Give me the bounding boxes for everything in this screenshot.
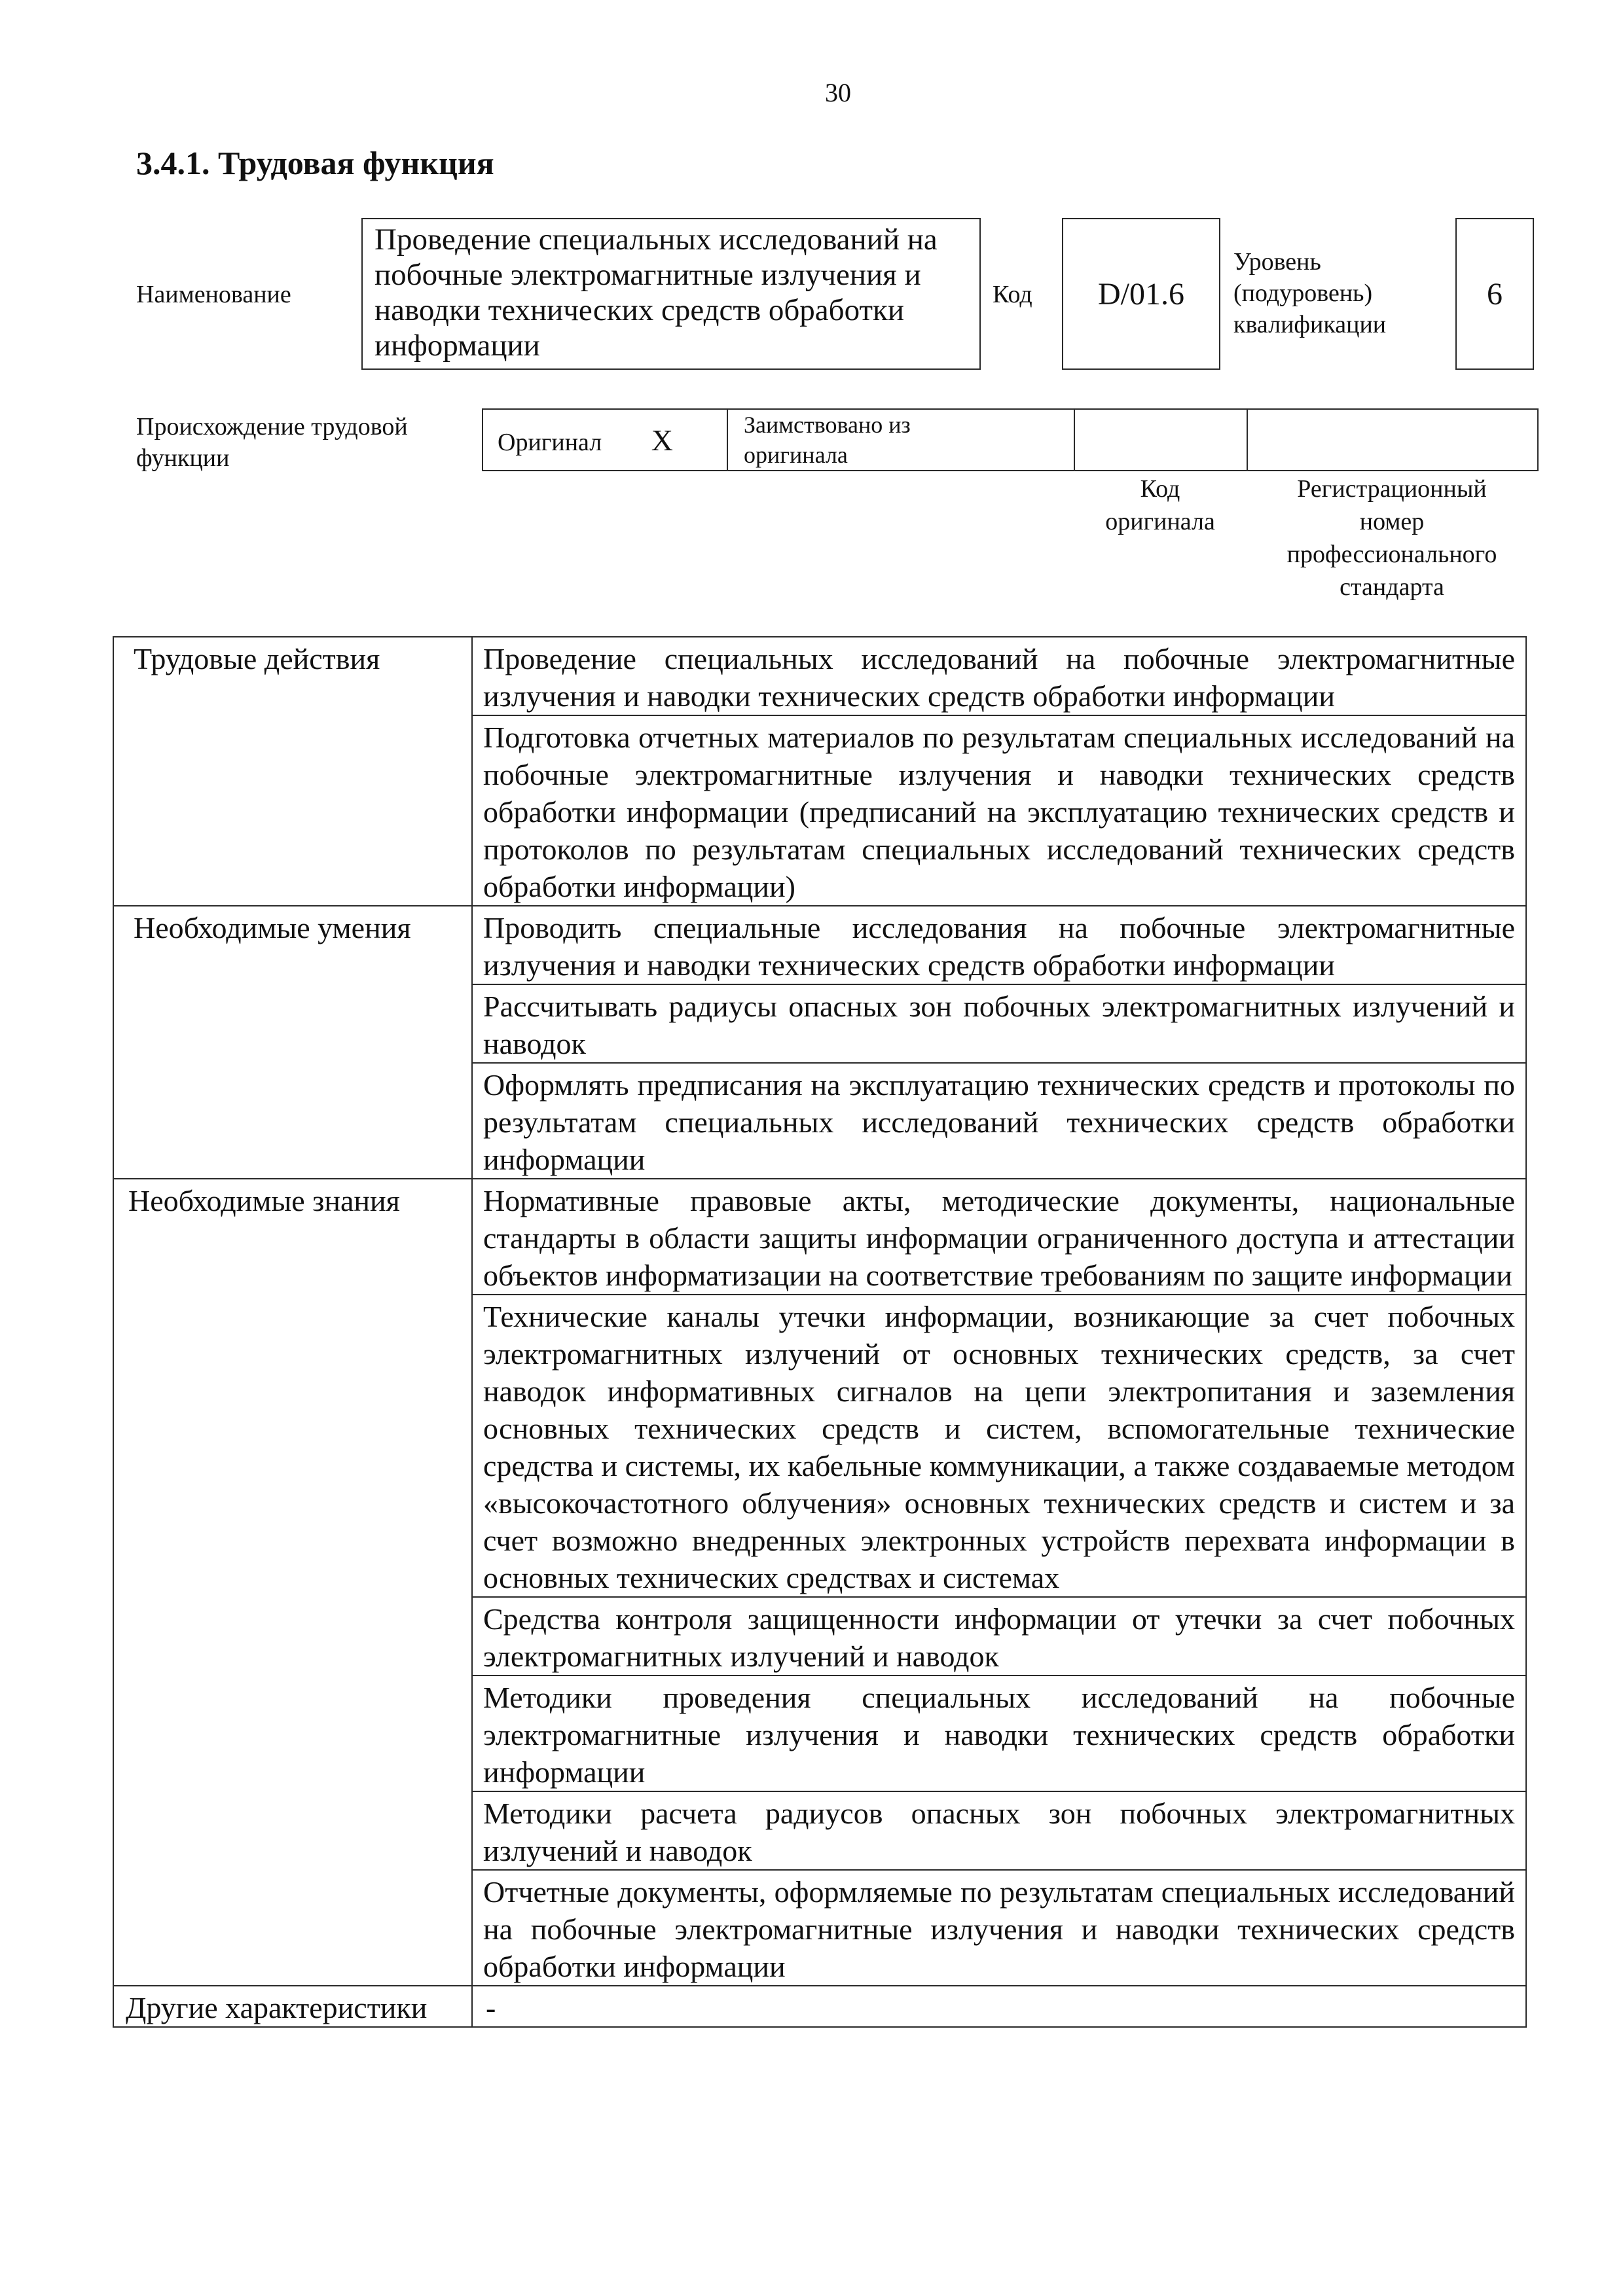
original-label: Оригинал	[498, 428, 602, 456]
skills-heading: Необходимые умения	[113, 906, 472, 1179]
reg-number-caption	[1247, 473, 1537, 603]
knowledge-item: Средства контроля защищенности информации от утечки за счет побочных электромагнитных излучений и наводок	[472, 1597, 1526, 1676]
reg-number-caption-line: стандарта	[1340, 573, 1444, 601]
knowledge-heading: Необходимые знания	[113, 1179, 472, 1986]
borrowed-label-line: оригинала	[744, 442, 848, 468]
level-value: 6	[1487, 276, 1503, 312]
table-row	[113, 1179, 1526, 1295]
code-label: Код	[993, 281, 1032, 308]
level-box	[1455, 218, 1534, 370]
origin-table	[482, 408, 1539, 471]
knowledge-item: Технические каналы утечки информации, возникающие за счет побочных электромагнитных излучений от основных технических средств, за счет наводок информативных сигналов на цепи электропитания и заземления основных технических средств и систем, вспомогательные технические средства и системы, их кабельные коммуникации, а также создаваемые методом «высокочастотного облучения» основных технических средств и систем и за счет возможно внедренных электронных устройств перехвата информации в основных технических средствах и системах	[472, 1295, 1526, 1597]
function-name-value: Проведение специальных исследований на побочные электромагнитные излучения и наводки технических средств обработки информации	[374, 223, 938, 363]
page-number: 30	[825, 78, 851, 107]
labor-action-item: Проведение специальных исследований на побочные электромагнитные излучения и наводки технических средств обработки информации	[472, 637, 1526, 715]
skill-item: Рассчитывать радиусы опасных зон побочных электромагнитных излучений и наводок	[472, 984, 1526, 1063]
skill-item: Проводить специальные исследования на побочные электромагнитные излучения и наводки технических средств обработки информации	[472, 906, 1526, 984]
labor-action-item: Подготовка отчетных материалов по результатам специальных исследований на побочные электромагнитные излучения и наводки технических средств обработки информации (предписаний на эксплуатацию технических средств и протоколов по результатам специальных исследований технических средств обработки информации)	[472, 715, 1526, 906]
level-label-line: (подуровень)	[1233, 279, 1373, 307]
borrowed-cell	[727, 409, 1074, 471]
original-cell	[483, 409, 727, 471]
origin-label-line: функции	[136, 444, 230, 472]
labor-actions-heading: Трудовые действия	[113, 637, 472, 906]
function-name-box	[361, 218, 981, 370]
original-mark: X	[651, 423, 673, 457]
table-row	[113, 1986, 1526, 2027]
borrowed-label-line: Заимствовано из	[744, 412, 911, 438]
original-code-caption-line: оригинала	[1105, 508, 1215, 535]
code-value: D/01.6	[1098, 276, 1184, 312]
other-characteristics-value: -	[472, 1986, 1526, 2027]
knowledge-item: Методики проведения специальных исследований на побочные электромагнитные излучения и наводки технических средств обработки информации	[472, 1676, 1526, 1791]
reg-number-cell	[1247, 409, 1538, 471]
origin-label-line: Происхождение трудовой	[136, 413, 408, 440]
knowledge-item: Методики расчета радиусов опасных зон побочных электромагнитных излучений и наводок	[472, 1791, 1526, 1870]
original-code-caption-line: Код	[1140, 475, 1180, 503]
level-label-line: Уровень	[1233, 248, 1321, 276]
reg-number-caption-line: Регистрационный	[1297, 475, 1487, 503]
reg-number-caption-line: номер	[1359, 508, 1425, 535]
level-label	[1233, 246, 1386, 340]
table-row	[113, 637, 1526, 715]
level-label-line: квалификации	[1233, 311, 1387, 338]
original-code-cell	[1074, 409, 1247, 471]
origin-label	[136, 411, 408, 474]
original-code-caption	[1074, 473, 1247, 538]
function-details-table	[113, 636, 1527, 2028]
name-label: Наименование	[136, 281, 291, 308]
knowledge-item: Отчетные документы, оформляемые по результатам специальных исследований на побочные электромагнитные излучения и наводки технических средств обработки информации	[472, 1870, 1526, 1986]
reg-number-caption-line: профессионального	[1286, 541, 1497, 568]
skill-item: Оформлять предписания на эксплуатацию технических средств и протоколы по результатам специальных исследований технических средств обработки информации	[472, 1063, 1526, 1179]
table-row	[113, 906, 1526, 984]
section-title: 3.4.1. Трудовая функция	[136, 145, 494, 181]
other-characteristics-heading: Другие характеристики	[113, 1986, 472, 2027]
code-box	[1062, 218, 1220, 370]
knowledge-item: Нормативные правовые акты, методические документы, национальные стандарты в области защиты информации ограниченного доступа и аттестации объектов информатизации на соответствие требованиям по защите информации	[472, 1179, 1526, 1295]
